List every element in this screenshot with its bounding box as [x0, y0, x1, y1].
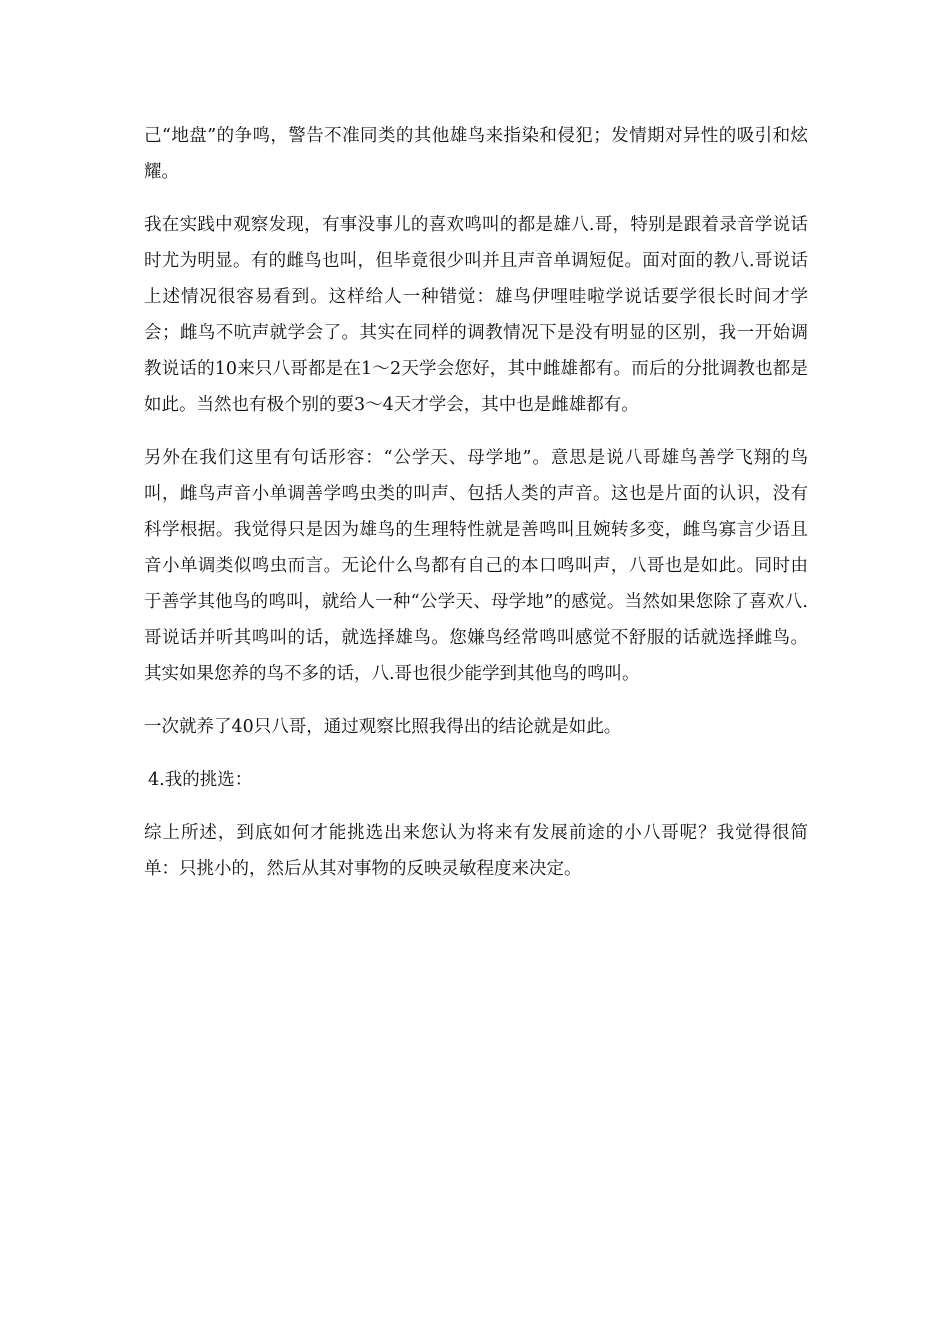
paragraph-territory: 己“地盘”的争鸣，警告不准同类的其他雄鸟来指染和侵犯；发情期对异性的吸引和炫耀。 — [144, 126, 808, 182]
paragraph-observation: 我在实践中观察发现，有事没事儿的喜欢鸣叫的都是雄八.哥，特别是跟着录音学说话时尤为明显。有的雌鸟也叫，但毕竟很少叫并且声音单调短促。面对面的教八.哥说话上述情况很容易看到。这样给人一种错觉：雄鸟伊哩哇啦学说话要学很长时间才学会；雌鸟不吭声就学会了。其实在同样的调教情况下是没有明显的区别，我一开始调教说话的10来只八哥都是在1～2天学会您好，其中雌雄都有。而后的分批调教也都是如此。当然也有极个别的要3～4天才学会，其中也是雌雄都有。 — [144, 215, 808, 415]
paragraph-conclusion: 综上所述，到底如何才能挑选出来您认为将来有发展前途的小八哥呢？我觉得很简单：只挑小的，然后从其对事物的反映灵敏程度来决定。 — [144, 823, 808, 879]
paragraph-saying: 另外在我们这里有句话形容：“公学天、母学地”。意思是说八哥雄鸟善学飞翔的鸟叫，雌鸟声音小单调善学鸣虫类的叫声、包括人类的声音。这也是片面的认识，没有科学根据。我觉得只是因为雄鸟的生理特性就是善鸣叫且婉转多变，雌鸟寡言少语且音小单调类似鸣虫而言。无论什么鸟都有自己的本口鸣叫声，八哥也是如此。同时由于善学其他鸟的鸣叫，就给人一种“公学天、母学地”的感觉。当然如果您除了喜欢八.哥说话并听其鸣叫的话，就选择雄鸟。您嫌鸟经常鸣叫感觉不舒服的话就选择雌鸟。其实如果您养的鸟不多的话，八.哥也很少能学到其他鸟的鸣叫。 — [144, 448, 808, 684]
section-heading-my-selection: 4.我的挑选： — [148, 770, 253, 790]
paragraph-forty-birds: 一次就养了40只八哥，通过观察比照我得出的结论就是如此。 — [144, 717, 622, 737]
document-body — [144, 118, 808, 904]
